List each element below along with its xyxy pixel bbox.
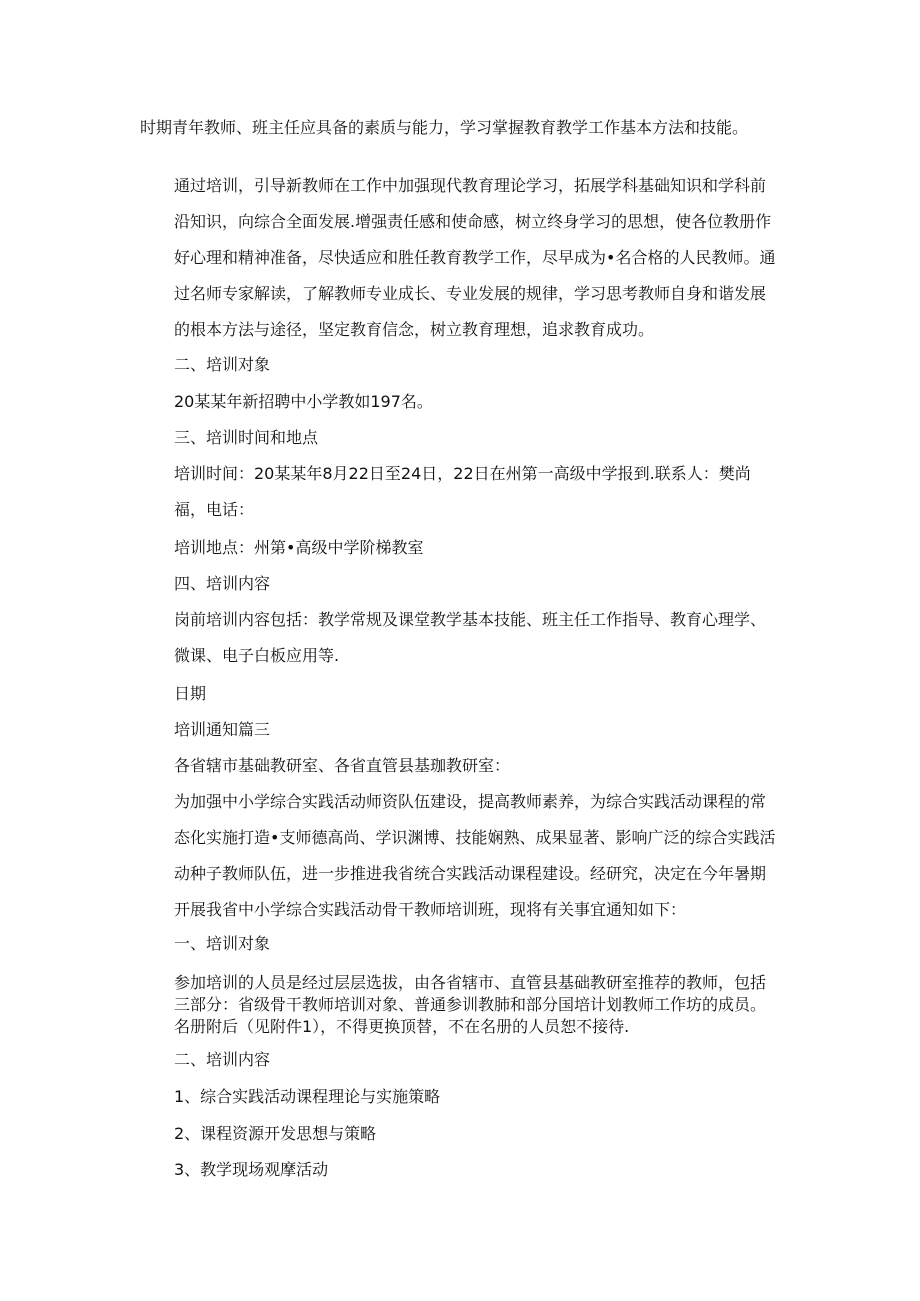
paragraph-participants: 参加培训的人员是经过层层选拔，由各省辖市、直管县基础教研室推荐的教师，包括三部分：省级骨干教师培训对象、普通参训教肺和部分国培计划教师工作坊的成员。名册附后（见附件1），不得更换顶替，不在名册的人员恕不接待. [174,973,767,1036]
list-item-2: 2、课程资源开发思想与策略 [174,1124,377,1143]
paragraph-target-detail: 20某某年新招聘中小学教如197名。 [174,392,433,411]
list-item-1: 1、综合实践活动课程理论与实施策略 [174,1087,441,1106]
heading-training-target: 二、培训对象 [174,355,271,374]
section-title: 培训通知篇三 [174,720,271,739]
heading-target-2: 一、培训对象 [174,934,271,953]
paragraph-content-detail: 岗前培训内容包括：教学常规及课堂教学基本技能、班主任工作指导、教育心理学、微课、电子白板应用等. [174,610,767,665]
paragraph-training-time: 培训时间：20某某年8月22日至24日，22日在州第一高级中学报到.联系人：樊尚福，电话： [174,464,751,519]
heading-time-place: 三、培训时间和地点 [174,428,319,447]
paragraph-notice-body: 为加强中小学综合实践活动师资队伍建设，提高教师素养，为综合实践活动课程的常态化实施打造•支师德高尚、学识渊博、技能娴熟、成果显著、影响广泛的综合实践活动种子教师队伍，进一步推进我省统合实践活动课程建设。经研究，决定在今年暑期开展我省中小学综合实践活动骨干教师培训班，现将有关事宜通知如下： [174,792,776,919]
heading-training-content: 四、培训内容 [174,574,271,593]
salutation: 各省辖市基础教研室、各省直管县基珈教研室： [174,756,511,775]
date-label: 日期 [174,684,207,703]
paragraph-training-place: 培训地点：州第•高级中学阶梯教室 [174,538,424,557]
paragraph-2: 通过培训，引导新教师在工作中加强现代教育理论学习，拓展学科基础知识和学科前沿知识，向综合全面发展.增强责任感和使命感，树立终身学习的思想，使各位教册作好心理和精神准备，尽快适应和胜任教育教学工作，尽早成为•名合格的人民教师。通过名师专家解读，了解教师专业成长、专业发展的规律，学习思考教师自身和谐发展的根本方法与途径，坚定教育信念，树立教育理想，追求教育成功。 [174,176,776,339]
paragraph-1: 时期青年教师、班主任应具备的素质与能力，学习掌握教育教学工作基本方法和技能。 [140,118,749,137]
list-item-3: 3、教学现场观摩活动 [174,1160,329,1179]
heading-content-2: 二、培训内容 [174,1050,271,1069]
